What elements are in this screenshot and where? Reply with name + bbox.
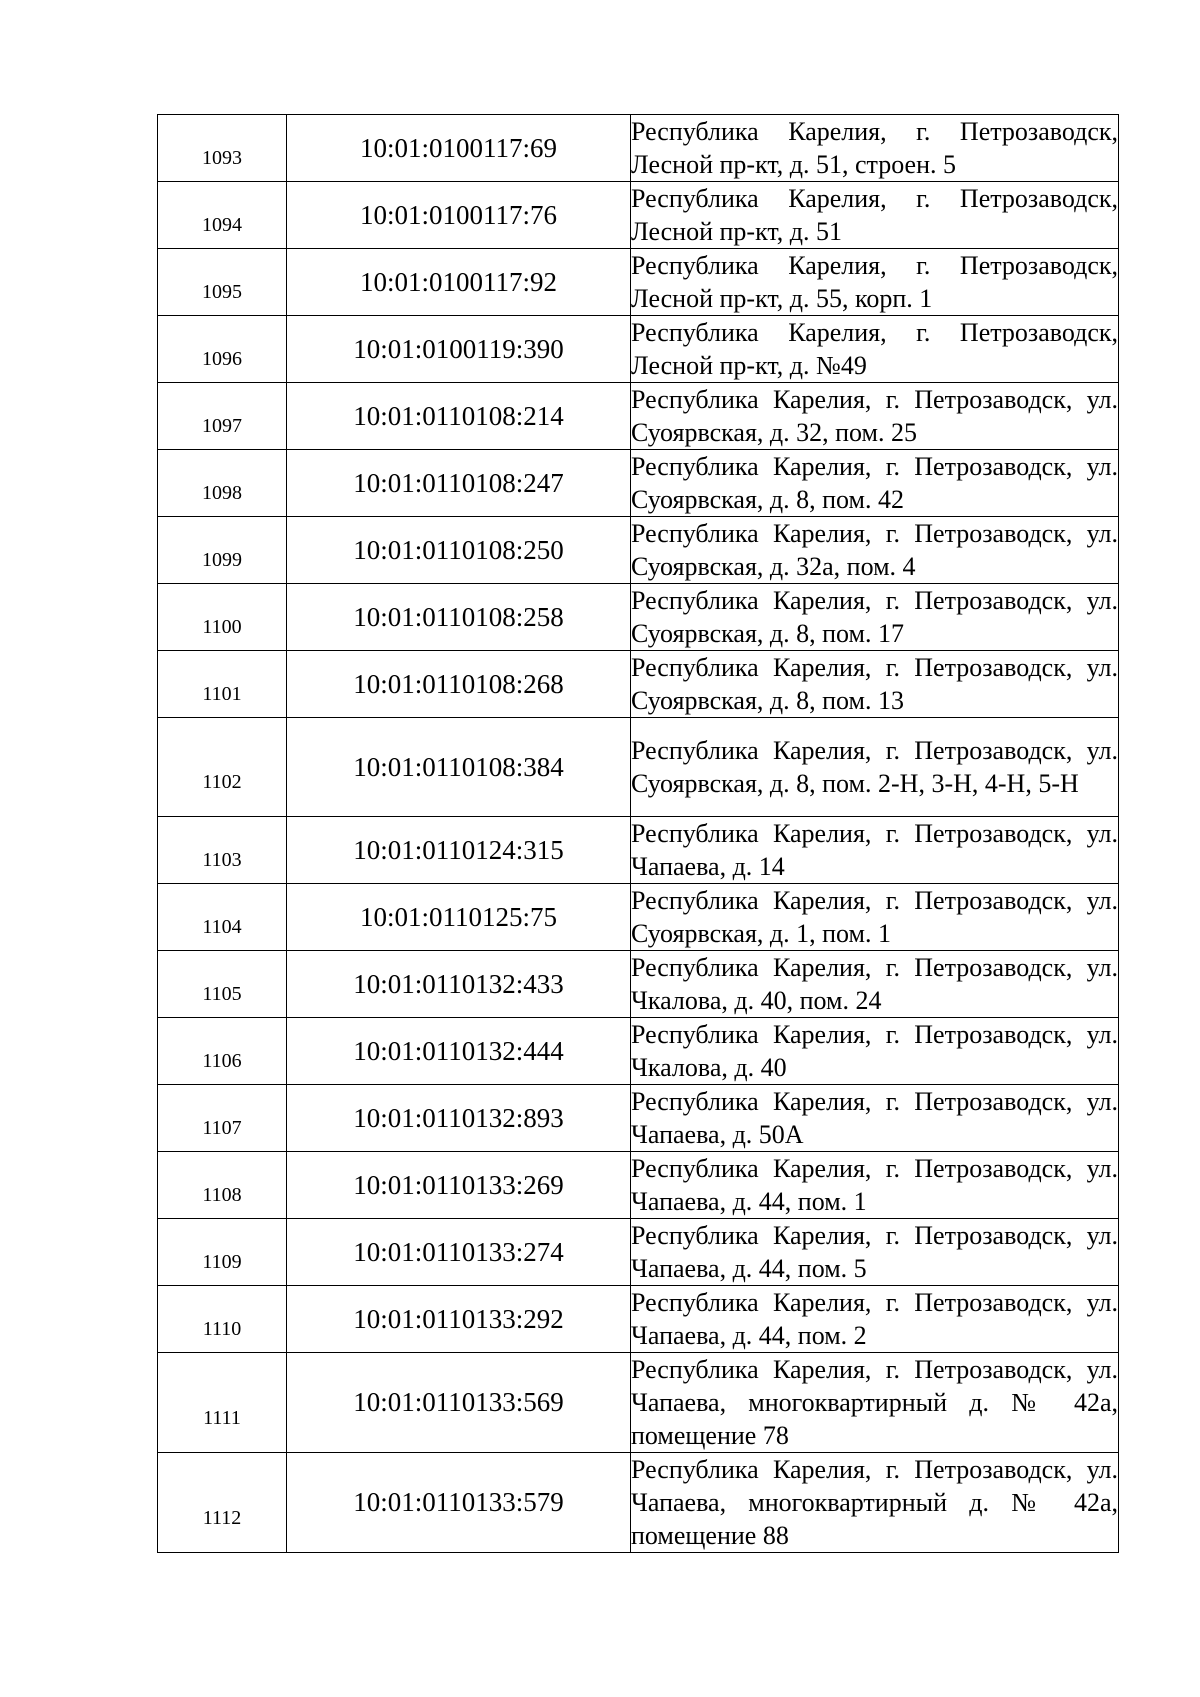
address: Республика Карелия, г. Петрозаводск, ул. Суоярвская, д. 8, пом. 17: [631, 584, 1119, 651]
address: Республика Карелия, г. Петрозаводск, Лесной пр-кт, д. 51, строен. 5: [631, 115, 1119, 182]
table-row: [158, 1085, 1119, 1152]
cadastral-number: 10:01:0110108:384: [287, 718, 631, 817]
cadastral-number: 10:01:0110132:893: [287, 1085, 631, 1152]
cadastral-number: 10:01:0110133:274: [287, 1219, 631, 1286]
table-row: [158, 1152, 1119, 1219]
row-number-cell: [158, 817, 287, 884]
property-table-body: [158, 115, 1119, 1553]
table-row: [158, 1453, 1119, 1553]
row-number-cell: [158, 450, 287, 517]
row-number: 1101: [202, 682, 242, 705]
cadastral-number: 10:01:0110133:579: [287, 1453, 631, 1553]
table-row: [158, 316, 1119, 383]
row-number-cell: [158, 517, 287, 584]
table-row: [158, 249, 1119, 316]
row-number-cell: [158, 316, 287, 383]
table-row: [158, 718, 1119, 817]
row-number: 1096: [202, 347, 242, 370]
table-row: [158, 1353, 1119, 1453]
row-number: 1109: [202, 1250, 242, 1273]
address: Республика Карелия, г. Петрозаводск, ул. Чкалова, д. 40, пом. 24: [631, 951, 1119, 1018]
cadastral-number: 10:01:0110133:569: [287, 1353, 631, 1453]
address: Республика Карелия, г. Петрозаводск, ул. Суоярвская, д. 8, пом. 42: [631, 450, 1119, 517]
row-number-cell: [158, 584, 287, 651]
cadastral-number: 10:01:0110108:250: [287, 517, 631, 584]
address: Республика Карелия, г. Петрозаводск, ул. Чапаева, многоквартирный д. № 42а, помещение 88: [631, 1453, 1119, 1553]
row-number: 1112: [202, 1507, 242, 1529]
cadastral-number: 10:01:0100117:69: [287, 115, 631, 182]
row-number-cell: [158, 1085, 287, 1152]
row-number-cell: [158, 1353, 287, 1453]
row-number: 1094: [202, 213, 242, 236]
address: Республика Карелия, г. Петрозаводск, ул. Суоярвская, д. 32а, пом. 4: [631, 517, 1119, 584]
table-row: [158, 584, 1119, 651]
row-number: 1108: [202, 1183, 242, 1206]
cadastral-number: 10:01:0100117:92: [287, 249, 631, 316]
row-number: 1106: [202, 1049, 242, 1072]
address: Республика Карелия, г. Петрозаводск, ул. Чапаева, многоквартирный д. № 42а, помещение 78: [631, 1353, 1119, 1453]
table-row: [158, 517, 1119, 584]
table-row: [158, 817, 1119, 884]
cadastral-number: 10:01:0110132:433: [287, 951, 631, 1018]
cadastral-number: 10:01:0110132:444: [287, 1018, 631, 1085]
table-row: [158, 651, 1119, 718]
address: Республика Карелия, г. Петрозаводск, ул. Чапаева, д. 44, пом. 2: [631, 1286, 1119, 1353]
row-number-cell: [158, 182, 287, 249]
cadastral-number: 10:01:0110108:247: [287, 450, 631, 517]
cadastral-number: 10:01:0110124:315: [287, 817, 631, 884]
cadastral-number: 10:01:0110108:214: [287, 383, 631, 450]
address: Республика Карелия, г. Петрозаводск, ул. Чкалова, д. 40: [631, 1018, 1119, 1085]
row-number: 1110: [202, 1317, 242, 1340]
address: Республика Карелия, г. Петрозаводск, Лесной пр-кт, д. 55, корп. 1: [631, 249, 1119, 316]
address: Республика Карелия, г. Петрозаводск, ул. Суоярвская, д. 32, пом. 25: [631, 383, 1119, 450]
address: Республика Карелия, г. Петрозаводск, Лесной пр-кт, д. №49: [631, 316, 1119, 383]
row-number: 1098: [202, 481, 242, 504]
address: Республика Карелия, г. Петрозаводск, ул. Суоярвская, д. 8, пом. 13: [631, 651, 1119, 718]
row-number: 1099: [202, 548, 242, 571]
row-number-cell: [158, 884, 287, 951]
address: Республика Карелия, г. Петрозаводск, Лесной пр-кт, д. 51: [631, 182, 1119, 249]
row-number: 1093: [202, 146, 242, 169]
cadastral-number: 10:01:0110133:269: [287, 1152, 631, 1219]
row-number-cell: [158, 1152, 287, 1219]
row-number: 1105: [202, 982, 242, 1005]
table-row: [158, 1219, 1119, 1286]
table-row: [158, 1018, 1119, 1085]
row-number-cell: [158, 951, 287, 1018]
table-row: [158, 951, 1119, 1018]
row-number: 1104: [202, 915, 242, 938]
address: Республика Карелия, г. Петрозаводск, ул. Суоярвская, д. 1, пом. 1: [631, 884, 1119, 951]
cadastral-number: 10:01:0100117:76: [287, 182, 631, 249]
row-number-cell: [158, 718, 287, 817]
cadastral-number: 10:01:0110108:258: [287, 584, 631, 651]
table-row: [158, 1286, 1119, 1353]
row-number: 1107: [202, 1116, 242, 1139]
cadastral-number: 10:01:0110125:75: [287, 884, 631, 951]
address: Республика Карелия, г. Петрозаводск, ул. Чапаева, д. 44, пом. 1: [631, 1152, 1119, 1219]
table-row: [158, 115, 1119, 182]
row-number: 1095: [202, 280, 242, 303]
row-number-cell: [158, 249, 287, 316]
row-number-cell: [158, 383, 287, 450]
row-number-cell: [158, 1286, 287, 1353]
row-number-cell: [158, 1453, 287, 1553]
table-row: [158, 182, 1119, 249]
row-number: 1102: [202, 771, 242, 793]
row-number: 1097: [202, 414, 242, 437]
row-number: 1100: [202, 615, 242, 638]
table-row: [158, 884, 1119, 951]
address: Республика Карелия, г. Петрозаводск, ул. Чапаева, д. 14: [631, 817, 1119, 884]
address: Республика Карелия, г. Петрозаводск, ул. Суоярвская, д. 8, пом. 2-Н, 3-Н, 4-Н, 5-Н: [631, 718, 1119, 817]
address: Республика Карелия, г. Петрозаводск, ул. Чапаева, д. 44, пом. 5: [631, 1219, 1119, 1286]
property-table: [157, 114, 1119, 1553]
cadastral-number: 10:01:0110108:268: [287, 651, 631, 718]
row-number-cell: [158, 1018, 287, 1085]
row-number-cell: [158, 115, 287, 182]
table-row: [158, 450, 1119, 517]
cadastral-number: 10:01:0110133:292: [287, 1286, 631, 1353]
row-number-cell: [158, 651, 287, 718]
row-number-cell: [158, 1219, 287, 1286]
row-number: 1103: [202, 848, 242, 871]
address: Республика Карелия, г. Петрозаводск, ул. Чапаева, д. 50А: [631, 1085, 1119, 1152]
cadastral-number: 10:01:0100119:390: [287, 316, 631, 383]
table-row: [158, 383, 1119, 450]
row-number: 1111: [203, 1407, 241, 1429]
